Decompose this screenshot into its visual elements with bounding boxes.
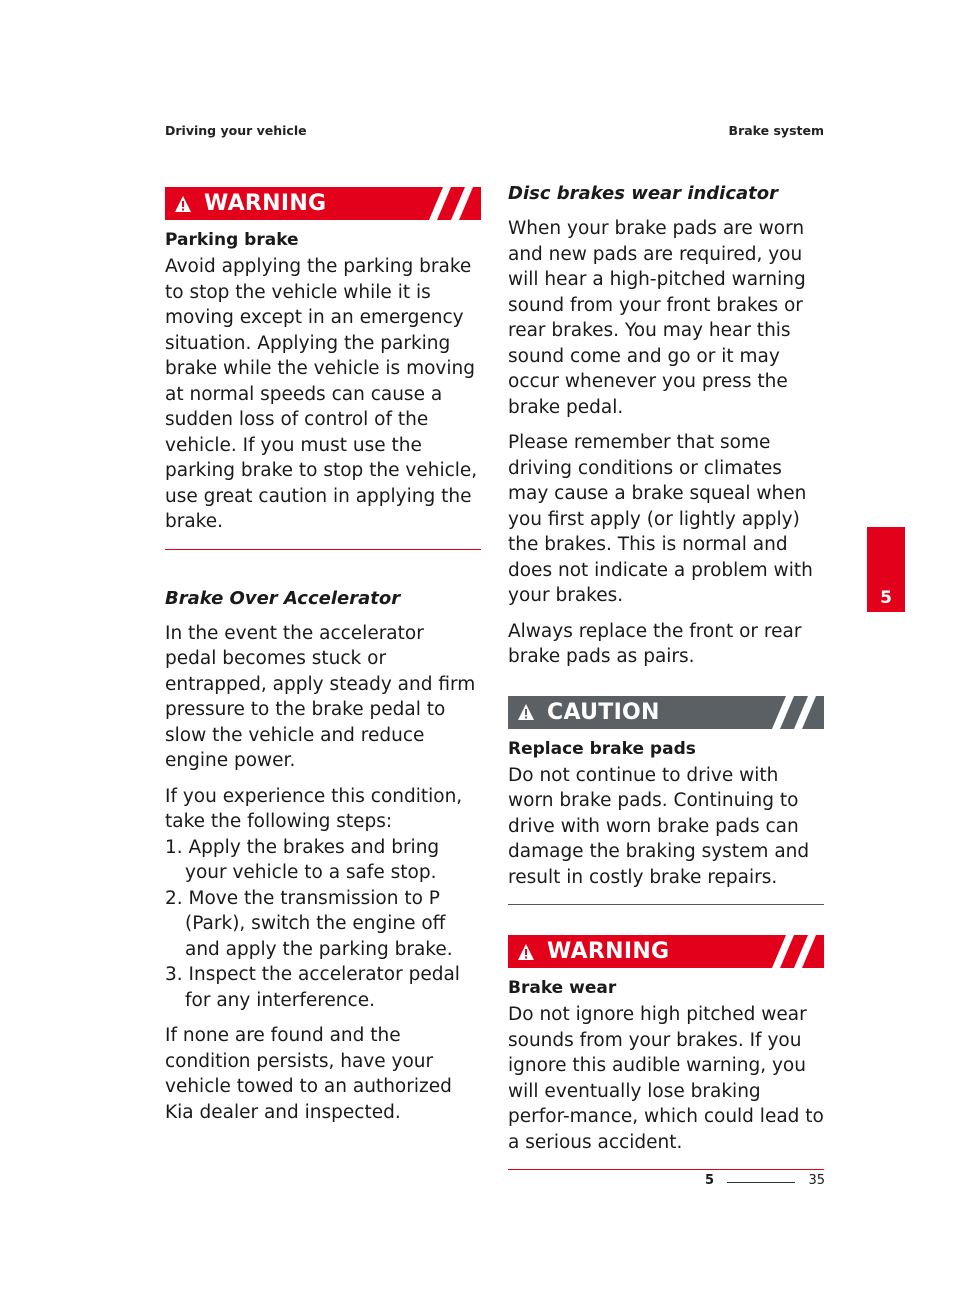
footer-divider (727, 1182, 795, 1183)
warning-label: WARNING (204, 191, 327, 216)
warning-end-rule (508, 1169, 824, 1170)
footer-chapter: 5 (705, 1173, 715, 1188)
warning-label: WARNING (547, 939, 670, 964)
left-column (165, 187, 481, 1135)
steps-list (165, 835, 481, 1014)
list-item: 1. Apply the brakes and bring your vehicle to a safe stop. (165, 836, 440, 883)
stripes-icon (772, 935, 816, 968)
warning-triangle-icon (517, 943, 535, 961)
list-item: 2. Move the transmission to P (Park), switch the engine off and apply the parking brake. (165, 887, 453, 960)
paragraph: If you experience this condition, take the following steps: (165, 785, 463, 832)
caution-body: Do not continue to drive with worn brake pads. Continuing to drive with worn brake pads can damage the braking system and result in costly brake repairs. (508, 764, 810, 888)
caution-label: CAUTION (547, 699, 660, 725)
running-header-left: Driving your vehicle (165, 123, 307, 138)
running-header-right: Brake system (728, 123, 824, 138)
page-footer (705, 1173, 825, 1193)
warning-triangle-icon (174, 195, 192, 213)
section-heading: Brake Over Accelerator (165, 587, 401, 609)
stripes-icon (429, 187, 473, 220)
paragraph: Please remember that some driving conditions or climates may cause a brake squeal when you first apply (or lightly apply) the brakes. This is normal and does not indicate a problem with your brakes. (508, 432, 813, 606)
paragraph: In the event the accelerator pedal becomes stuck or entrapped, apply steady and firm pressure to the brake pedal to slow the vehicle and reduce engine power. (165, 622, 476, 771)
caution-title: Replace brake pads (508, 738, 696, 759)
warning-banner (508, 935, 824, 968)
warning-banner (165, 187, 481, 220)
warning-body: Do not ignore high pitched wear sounds from your brakes. If you ignore this audible warning, you will eventually lose braking perfor-mance, which could lead to a serious accident. (508, 1004, 824, 1153)
warning-title: Brake wear (508, 978, 617, 998)
page-number: 35 (808, 1173, 825, 1188)
section-heading: Disc brakes wear indicator (508, 183, 779, 204)
warning-triangle-icon (517, 703, 535, 721)
right-column (508, 183, 824, 1170)
list-item: 3. Inspect the accelerator pedal for any interference. (165, 964, 460, 1011)
chapter-tab: 5 (867, 527, 905, 612)
warning-body: Avoid applying the parking brake to stop the vehicle while it is moving except in an emergency situation. Applying the parking brake while the vehicle is moving at normal speeds can cause a sudden loss of control of the vehicle. If you must use the parking brake to stop the vehicle, use great caution in applying the brake. (165, 256, 478, 532)
paragraph: Always replace the front or rear brake pads as pairs. (508, 620, 802, 667)
paragraph: When your brake pads are worn and new pads are required, you will hear a high-pitched warning sound from your front brakes or rear brakes. You may hear this sound come and go or it may occur whenever you press the brake pedal. (508, 218, 806, 418)
warning-title: Parking brake (165, 230, 299, 250)
paragraph: If none are found and the condition persists, have your vehicle towed to an authorized Kia dealer and inspected. (165, 1025, 452, 1123)
stripes-icon (772, 696, 816, 729)
caution-banner (508, 696, 824, 729)
